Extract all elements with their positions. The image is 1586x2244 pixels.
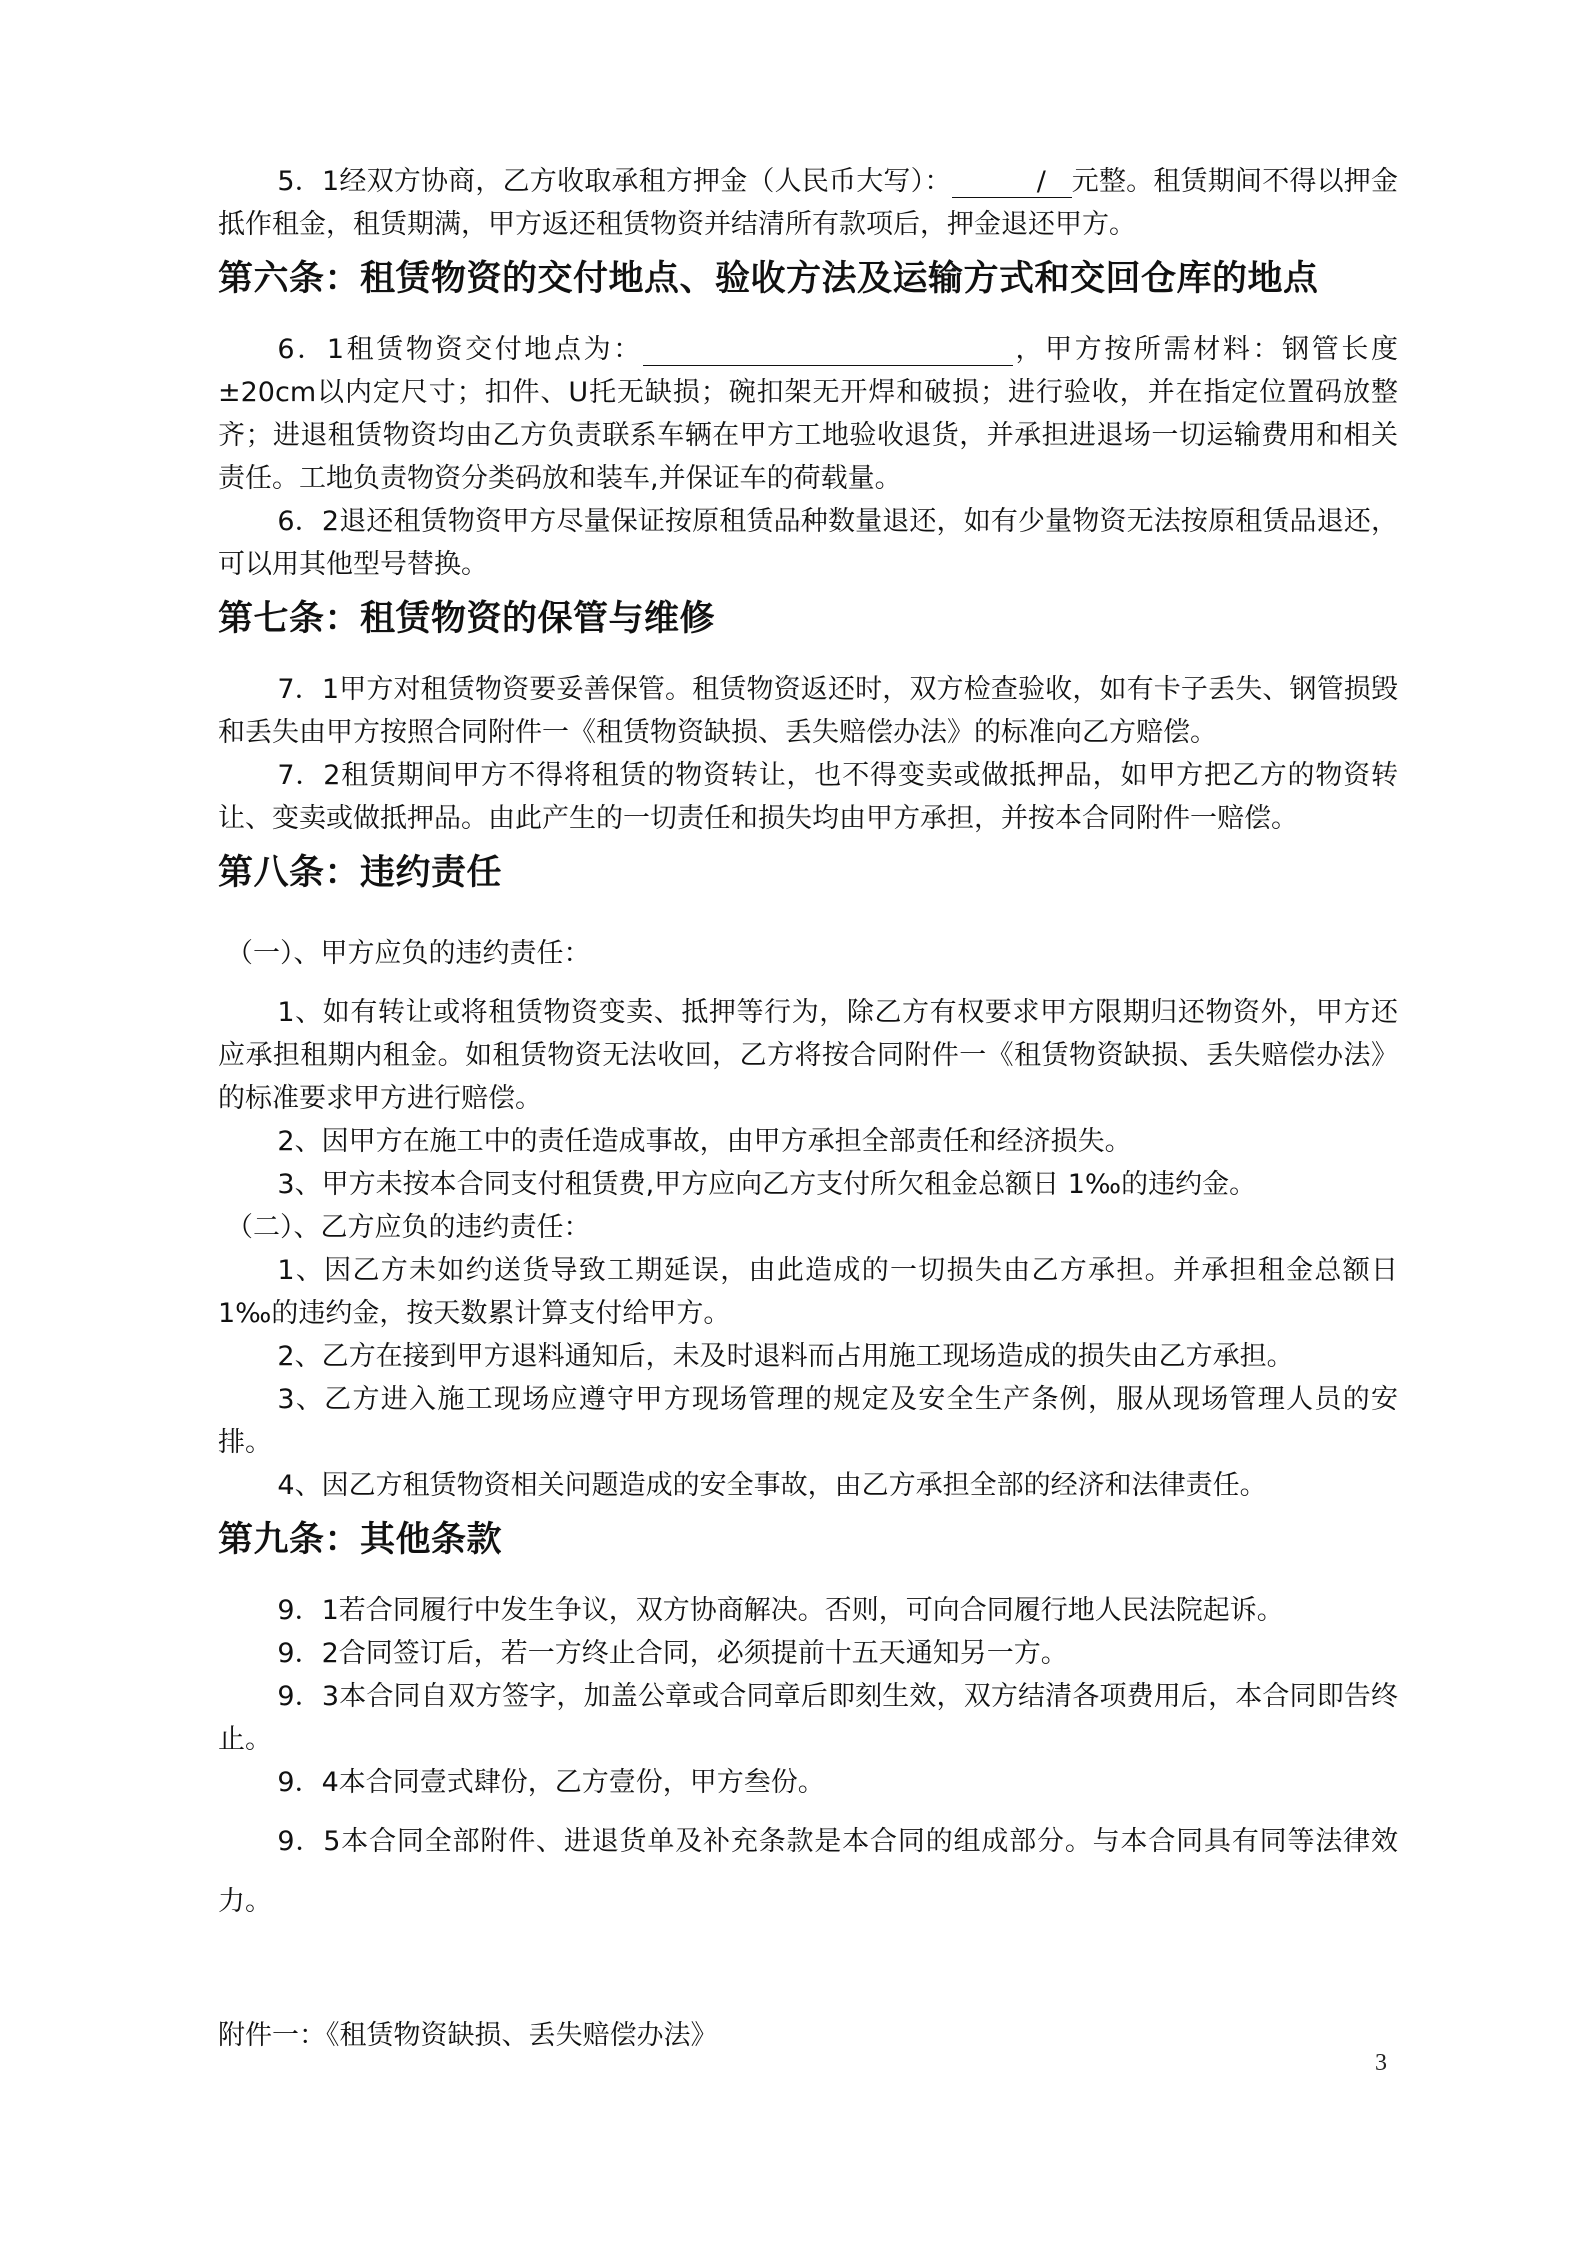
- party-a-item-2: 2、因甲方在施工中的责任造成事故，由甲方承担全部责任和经济损失。: [277, 1126, 1132, 1157]
- clause-9-1: 9．1若合同履行中发生争议，双方协商解决。否则，可向合同履行地人民法院起诉。: [277, 1595, 1284, 1626]
- clause-5-1: [218, 160, 1398, 246]
- clause-5-1-text-a: 5．1经双方协商，乙方收取承租方押金（人民币大写）：: [277, 166, 952, 197]
- party-b-item-4: 4、因乙方租赁物资相关问题造成的安全事故，由乙方承担全部的经济和法律责任。: [277, 1470, 1267, 1501]
- article-9-heading: 第九条：其他条款: [218, 1520, 503, 1560]
- clause-9-5: 9．5本合同全部附件、进退货单及补充条款是本合同的组成部分。与本合同具有同等法律效力。: [218, 1826, 1398, 1917]
- clause-6-1-text-a: 6．1租赁物资交付地点为：: [277, 334, 643, 365]
- delivery-location-blank: [643, 335, 1013, 366]
- party-b-liability-title: （二）、乙方应负的违约责任：: [226, 1212, 591, 1243]
- spacer: [218, 1573, 1398, 1589]
- clause-9-2: 9．2合同签订后，若一方终止合同，必须提前十五天通知另一方。: [277, 1638, 1068, 1669]
- spacer: [218, 312, 1398, 328]
- party-a-item-1: 1、如有转让或将租赁物资变卖、抵押等行为，除乙方有权要求甲方限期归还物资外，甲方还应承担租期内租金。如租赁物资无法收回，乙方将按合同附件一《租赁物资缺损、丢失赔偿办法》的标准要求甲方进行赔偿。: [218, 997, 1398, 1114]
- clause-7-1: 7．1甲方对租赁物资要妥善保管。租赁物资返还时，双方检查验收，如有卡子丢失、钢管损毁和丢失由甲方按照合同附件一《租赁物资缺损、丢失赔偿办法》的标准向乙方赔偿。: [218, 674, 1398, 748]
- spacer: [218, 652, 1398, 668]
- spacer: [218, 906, 1398, 932]
- clause-6-1-text-b: ，甲方按所需材料：钢管长度±20cm以内定尺寸；扣件、U托无缺损；碗扣架无开焊和破损；进行验收，并在指定位置码放整齐；进退租赁物资均由乙方负责联系车辆在甲方工地验收退货，并承担进退场一切运输费用和相关责任。工地负责物资分类码放和装车,并保证车的荷载量。: [218, 334, 1398, 494]
- deposit-amount-blank: /: [952, 167, 1072, 198]
- page-number: 3: [1375, 2050, 1387, 2076]
- party-a-item-3: 3、甲方未按本合同支付租赁费,甲方应向乙方支付所欠租金总额日 1‰的违约金。: [277, 1169, 1257, 1200]
- clause-6-1: [218, 328, 1398, 500]
- clause-7-2: 7．2租赁期间甲方不得将租赁的物资转让，也不得变卖或做抵押品，如甲方把乙方的物资转让、变卖或做抵押品。由此产生的一切责任和损失均由甲方承担，并按本合同附件一赔偿。: [218, 760, 1398, 834]
- party-b-item-2: 2、乙方在接到甲方退料通知后，未及时退料而占用施工现场造成的损失由乙方承担。: [277, 1341, 1294, 1372]
- document-body: [218, 160, 1398, 2057]
- clause-9-3: 9．3本合同自双方签字，加盖公章或合同章后即刻生效，双方结清各项费用后，本合同即告终止。: [218, 1681, 1398, 1755]
- article-6-heading: 第六条：租赁物资的交付地点、验收方法及运输方式和交回仓库的地点: [218, 259, 1319, 299]
- clause-6-2: 6．2退还租赁物资甲方尽量保证按原租赁品种数量退还，如有少量物资无法按原租赁品退还，可以用其他型号替换。: [218, 506, 1398, 580]
- article-7-heading: 第七条：租赁物资的保管与维修: [218, 599, 716, 639]
- clause-5-1-text-b: 元整。租赁期间不得以押金抵作租金，租赁期满，甲方返还租赁物资并结清所有款项后，押金退还甲方。: [218, 166, 1399, 240]
- article-8-heading: 第八条：违约责任: [218, 853, 503, 893]
- spacer: [218, 1932, 1398, 2014]
- party-b-item-1: 1、因乙方未如约送货导致工期延误，由此造成的一切损失由乙方承担。并承担租金总额日1‰的违约金，按天数累计算支付给甲方。: [218, 1255, 1398, 1329]
- clause-9-4: 9．4本合同壹式肆份，乙方壹份，甲方叁份。: [277, 1767, 825, 1798]
- party-a-liability-title: （一）、甲方应负的违约责任：: [226, 938, 591, 969]
- party-b-item-3: 3、乙方进入施工现场应遵守甲方现场管理的规定及安全生产条例，服从现场管理人员的安排。: [218, 1384, 1398, 1458]
- attachment-note: 附件一：《租赁物资缺损、丢失赔偿办法》: [218, 2020, 718, 2051]
- spacer: [218, 975, 1398, 991]
